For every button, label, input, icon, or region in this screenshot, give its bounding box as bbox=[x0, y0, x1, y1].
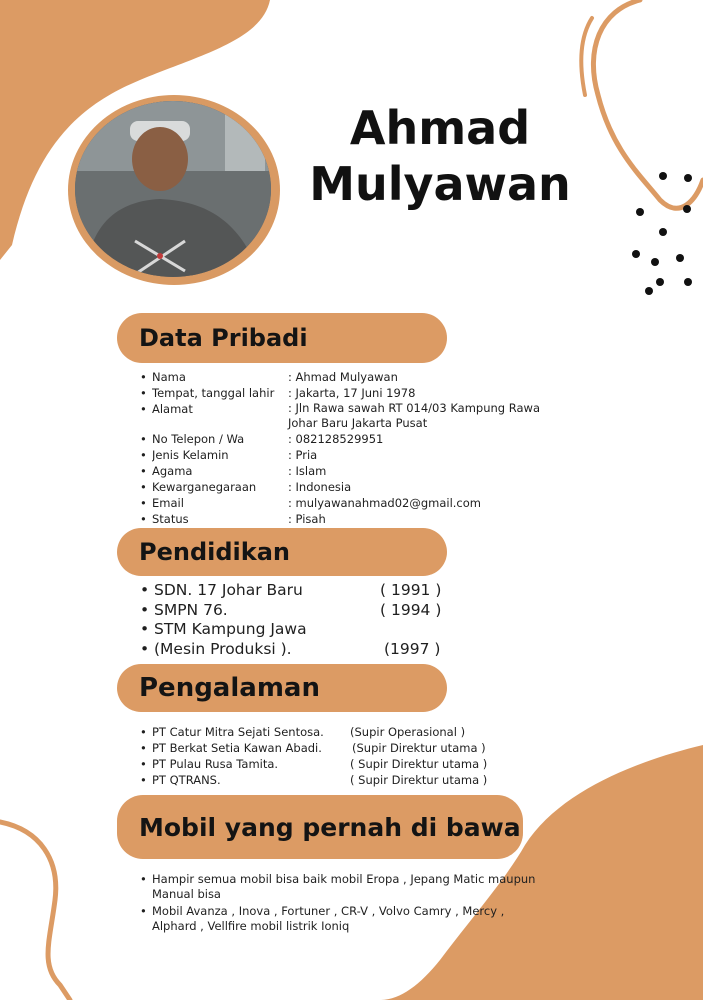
profile-photo-frame bbox=[68, 95, 280, 285]
name-line-1: Ahmad bbox=[349, 101, 531, 155]
top-right-swirl-line-2 bbox=[581, 18, 592, 95]
list-item: • Mobil Avanza , Inova , Fortuner , CR-V , Volvo Camry , Mercy , Alphard , Vellfire mobil listrik Ioniq bbox=[140, 904, 505, 933]
cars-list bbox=[140, 872, 540, 936]
cv-page: Ahmad Mulyawan Data Pribadi • Nama : Ahmad Mulyawan • Tempat, tanggal lahir : Jakarta, 17 Juni 1978 • Alamat : Jln Rawa sawah RT 014/03 Kampung Rawa Johar Baru Jakarta Pusat • No Telepon / Wa : 082128529951 • Jenis Kelamin : Pria • Agama : Islam • Kewarganegaraan : Indonesia • Email : mulyawanahmad02@gmail.com • Status : Pisah Pendidikan • SDN. 17 Johar Baru ( 1991 ) • SMPN 76. ( 1994 ) • STM Kampung Jawa • (Mesin Produksi ). (1997 ) Pengalaman • PT Catur Mitra Sejati Sentosa. (Supir Operasional ) • PT Berkat Setia Kawan Abadi. (Supir Direktur utama ) • PT Pulau Rusa Tamita. ( Supir Direktur utama ) • PT QTRANS. ( Supir Direktur utama ) Mobil yang pernah di bawa • Hampir semua mobil bisa baik mobil Eropa , Jepang Matic maupun Manual bisa • Mobil Avanza , Inova , Fortuner , CR-V , Volvo Camry , Mercy , Alphard , Vellfire mobil listrik Ioniq bbox=[0, 0, 703, 1000]
section-header-education: Pendidikan bbox=[117, 528, 447, 576]
list-item: • Hampir semua mobil bisa baik mobil Eropa , Jepang Matic maupun Manual bisa bbox=[140, 872, 536, 901]
person-name bbox=[290, 100, 590, 212]
section-header-cars: Mobil yang pernah di bawa bbox=[117, 795, 523, 859]
profile-photo bbox=[75, 101, 271, 277]
person-avatar-icon bbox=[75, 101, 271, 277]
section-header-experience: Pengalaman bbox=[117, 664, 447, 712]
section-header-personal: Data Pribadi bbox=[117, 313, 447, 363]
name-line-2: Mulyawan bbox=[309, 157, 571, 211]
decorative-dots bbox=[632, 172, 692, 295]
bottom-left-swirl-line bbox=[0, 822, 70, 1000]
